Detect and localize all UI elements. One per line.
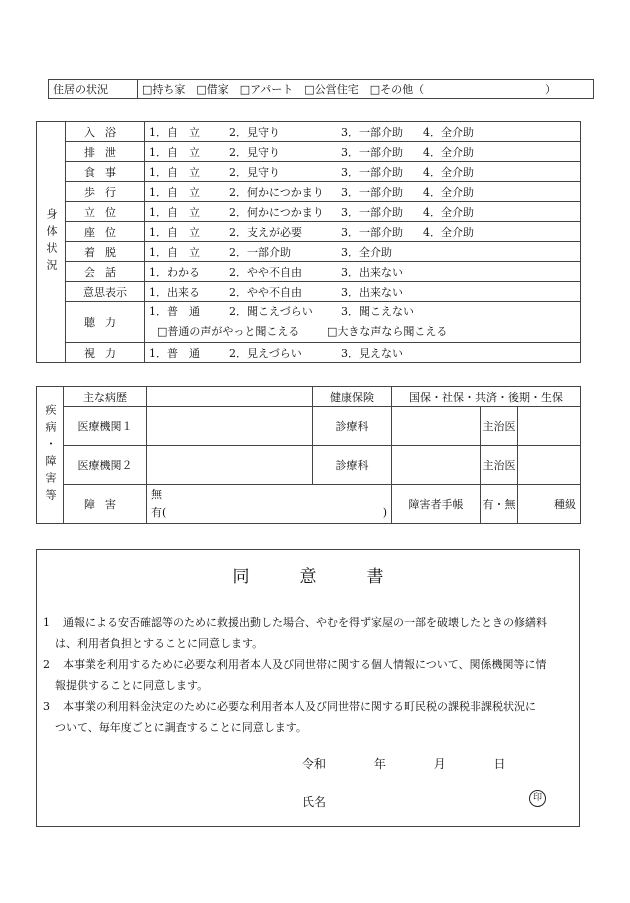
department1-field[interactable] [392, 407, 481, 446]
department2-field[interactable] [392, 446, 481, 485]
grade-label: 種級 [518, 485, 581, 524]
row-label: 排泄 [66, 142, 145, 162]
options-row[interactable]: 1．出来る 2．やや不自由 3．出来ない [145, 282, 581, 302]
row-label: 歩行 [66, 182, 145, 202]
row-label: 入浴 [66, 122, 145, 142]
housing-label: 住居の状況 [49, 80, 138, 99]
body-status-group-label: 身体状況 [37, 122, 66, 363]
department2-label: 診療科 [313, 446, 392, 485]
options-row[interactable]: 1．自 立 2．見守り 3．一部介助 4．全介助 [145, 142, 581, 162]
options-row[interactable]: 1．自 立 2．支えが必要 3．一部介助 4．全介助 [145, 222, 581, 242]
doctor1-field[interactable] [518, 407, 581, 446]
insurance-options[interactable]: 国保・社保・共済・後期・生保 [392, 387, 581, 407]
doctor2-label: 主治医 [481, 446, 518, 485]
housing-table [48, 79, 594, 99]
disease-table [36, 386, 581, 524]
options-row[interactable]: 1．自 立 2．何かにつかまり 3．一部介助 4．全介助 [145, 202, 581, 222]
institution2-field[interactable] [147, 446, 313, 485]
department1-label: 診療科 [313, 407, 392, 446]
consent-title: 同意書 [232, 567, 434, 587]
institution2-label: 医療機関２ [64, 446, 147, 485]
date-row[interactable] [302, 755, 550, 772]
name-label[interactable]: 氏名 [302, 795, 327, 809]
consent-box [36, 549, 580, 827]
main-history-label: 主な病歴 [64, 387, 147, 407]
handbook-label: 障害者手帳 [392, 485, 481, 524]
day-label: 日 [493, 757, 506, 771]
consent-item: 3 本事業の利用料金決定のために必要な利用者本人及び同世帯に関する町民税の課税非課税状況に ついて、毎年度ごとに調査することに同意します。 [43, 700, 536, 734]
year-label: 年 [373, 757, 386, 771]
row-label: 立位 [66, 202, 145, 222]
doctor2-field[interactable] [518, 446, 581, 485]
vision-options[interactable]: 1．普 通 2．見えづらい 3．見えない [145, 343, 581, 363]
options-row[interactable]: 1．自 立 2．一部介助 3．全介助 [145, 242, 581, 262]
institution1-label: 医療機関１ [64, 407, 147, 446]
disease-group-label: 疾病・障害等 [37, 387, 64, 524]
row-label: 着脱 [66, 242, 145, 262]
doctor1-label: 主治医 [481, 407, 518, 446]
vision-label: 視力 [66, 343, 145, 363]
consent-item: 2 本事業を利用するために必要な利用者本人及び同世帯に関する個人情報について、関係機関等に情 報提供することに同意します。 [43, 658, 547, 692]
row-label: 会話 [66, 262, 145, 282]
disability-field[interactable]: 無 有( ) [147, 485, 392, 524]
era-label: 令和 [302, 757, 327, 771]
insurance-label: 健康保険 [313, 387, 392, 407]
options-row[interactable]: 1．自 立 2．見守り 3．一部介助 4．全介助 [145, 122, 581, 142]
options-row[interactable]: 1．自 立 2．見守り 3．一部介助 4．全介助 [145, 162, 581, 182]
disability-label: 障害 [64, 485, 147, 524]
institution1-field[interactable] [147, 407, 313, 446]
seal-mark: 印 [529, 790, 546, 807]
body-status-table [36, 121, 581, 363]
housing-options[interactable]: □持ち家 □借家 □アパート □公営住宅 □その他（ ） [138, 80, 594, 99]
main-history-field[interactable] [147, 387, 313, 407]
month-label: 月 [433, 757, 446, 771]
consent-item: 1 通報による安否確認等のために救援出動した場合、やむを得ず家屋の一部を破壊したときの修繕料 は、利用者負担とすることに同意します。 [43, 616, 547, 650]
hearing-options[interactable]: 1．普 通 2．聞こえづらい 3．聞こえない □普通の声がやっと聞こえる □大きな声なら聞こえる [145, 302, 581, 343]
row-label: 意思表示 [66, 282, 145, 302]
handbook-option[interactable]: 有・無 [481, 485, 518, 524]
row-label: 食事 [66, 162, 145, 182]
hearing-label: 聴力 [66, 302, 145, 343]
options-row[interactable]: 1．自 立 2．何かにつかまり 3．一部介助 4．全介助 [145, 182, 581, 202]
options-row[interactable]: 1．わかる 2．やや不自由 3．出来ない [145, 262, 581, 282]
row-label: 座位 [66, 222, 145, 242]
